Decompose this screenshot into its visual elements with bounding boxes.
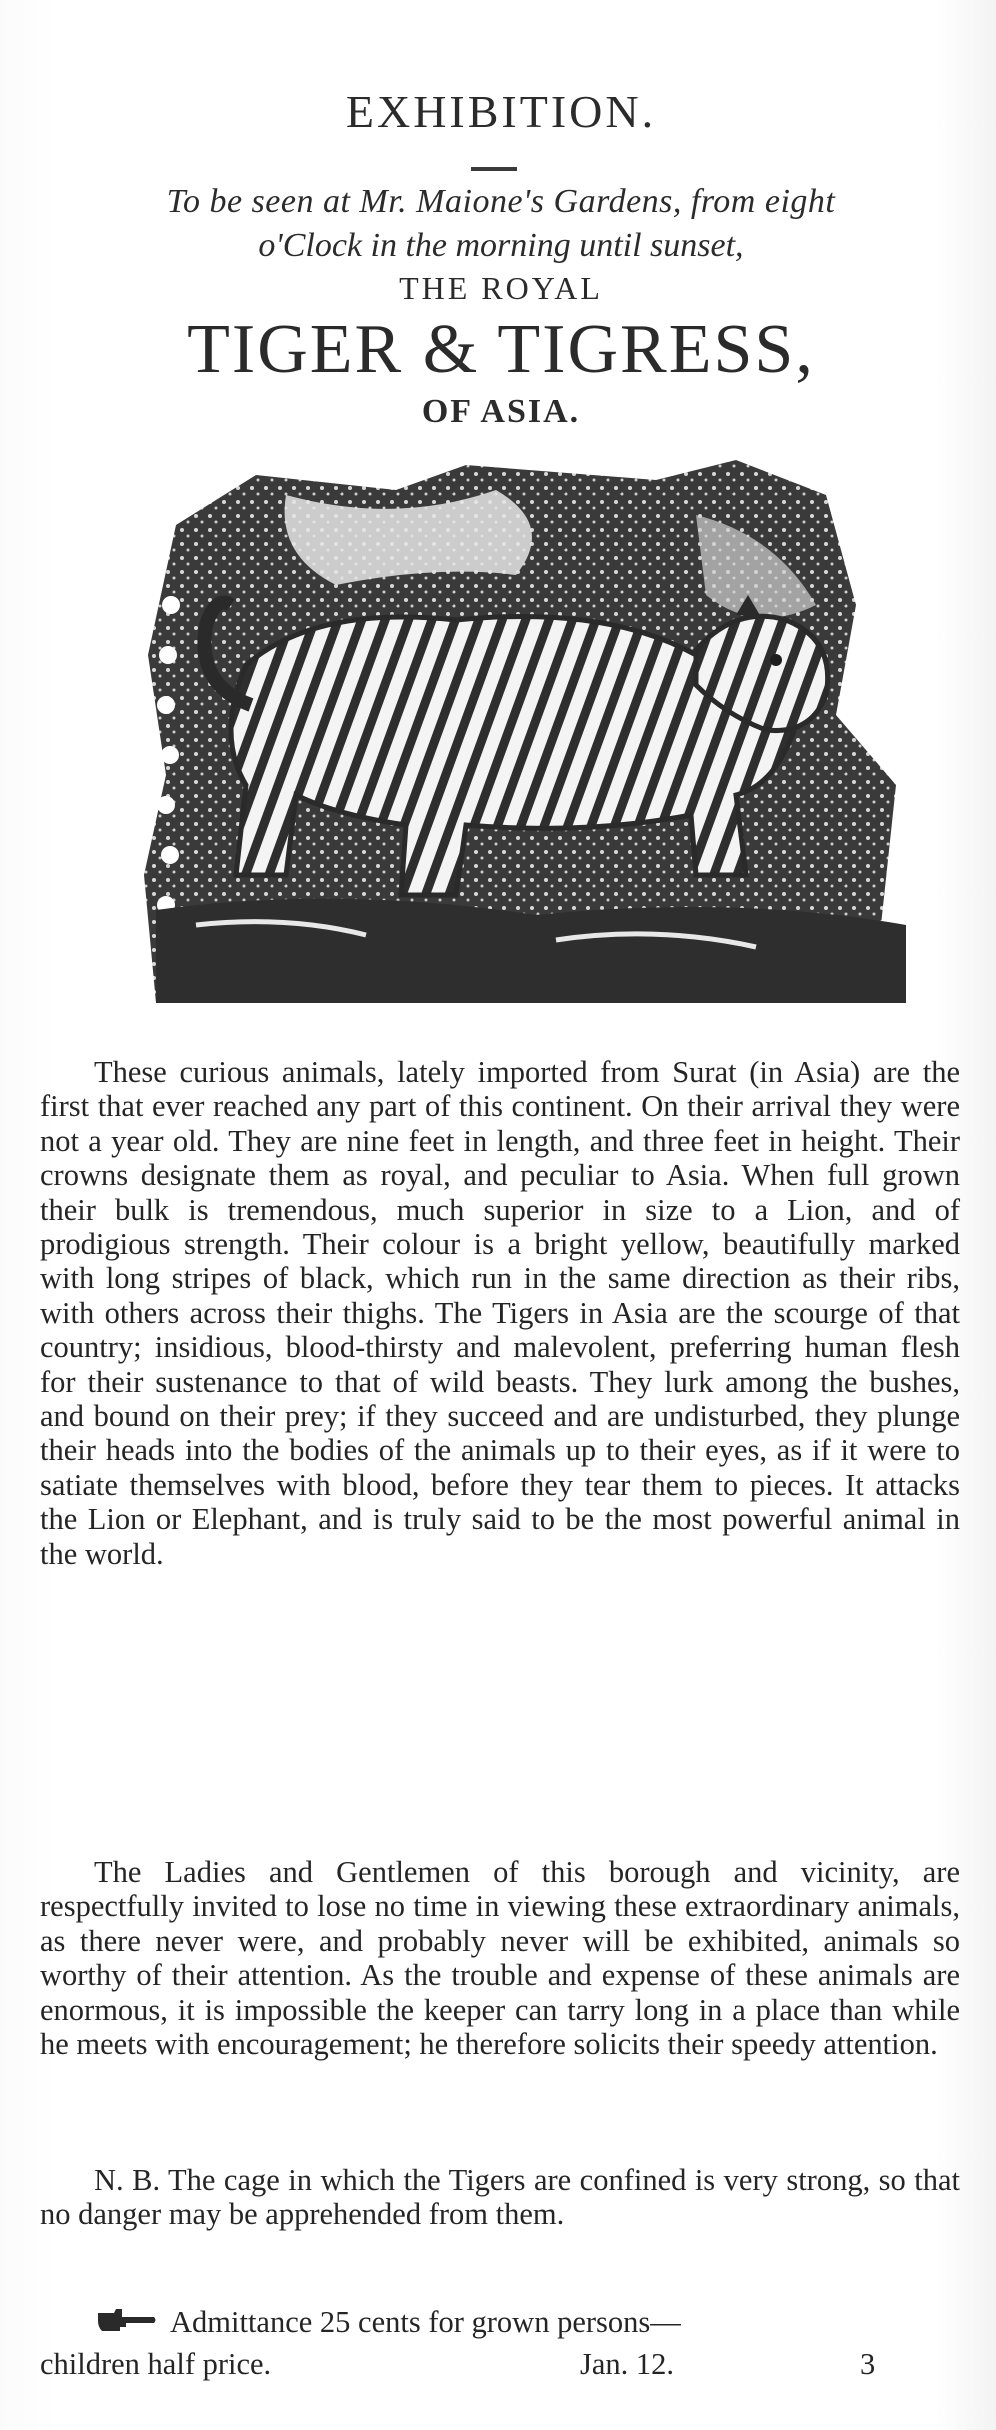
tiger-woodcut-icon: [136, 455, 921, 1020]
issue-date: Jan. 12.: [580, 2347, 675, 2381]
location-line-1: To be seen at Mr. Maione's Gardens, from eight: [166, 183, 836, 220]
nota-bene-paragraph: N. B. The cage in which the Tigers are confined is very strong, so that no danger may be apprehended from them.: [40, 2163, 960, 2232]
issue-number: 3: [860, 2347, 876, 2381]
main-title: TIGER & TIGRESS,: [187, 311, 815, 388]
description-paragraph: These curious animals, lately imported from Surat (in Asia) are the first that ever reached any part of this continent. On their arrival they were not a year old. They are nine feet in length, and three feet in height. Their crowns designate them as royal, and peculiar to Asia. When full grown their bulk is tremendous, much superior in size to a Lion, and of prodigious strength. Their colour is a bright yellow, beautifully marked with long stripes of black, which run in the same direction as their ribs, with others across their thighs. The Tigers in Asia are the scourge of that country; insidious, blood-thirsty and malevolent, preferring human flesh for their sustenance to that of wild beasts. They lurk among the bushes, and bound on their prey; if they succeed and are undisturbed, they plunge their heads into the bodies of the animals up to their eyes, as if it were to satiate themselves with blood, before they tear them to pieces. It attacks the Lion or Elephant, and is truly said to be the most powerful animal in the world.: [40, 1055, 960, 1571]
newspaper-advertisement: [36, 55, 966, 2410]
pointing-hand-icon: [96, 2307, 158, 2343]
heading-rule: [471, 167, 517, 171]
of-asia-subtitle: OF ASIA.: [421, 393, 581, 430]
the-royal-subtitle: THE ROYAL: [399, 270, 603, 306]
admittance-text: Admittance 25 cents for grown persons—: [170, 2305, 681, 2339]
admittance-line: [96, 2305, 996, 2343]
exhibition-heading: EXHIBITION.: [345, 86, 657, 137]
invitation-paragraph: The Ladies and Gentlemen of this borough and vicinity, are respectfully invited to lose no time in viewing these extraordinary animals, as there never were, and probably never will be exhibited, animals so worthy of their attention. As the trouble and expense of these animals are enormous, it is impossible the keeper can tarry long in a place than while he meets with encouragement; he therefore solicits their speedy attention.: [40, 1855, 960, 2062]
footer-line-2: [40, 2347, 960, 2382]
children-price-text: children half price.: [40, 2347, 272, 2381]
location-line-2: o'Clock in the morning until sunset,: [258, 227, 744, 264]
